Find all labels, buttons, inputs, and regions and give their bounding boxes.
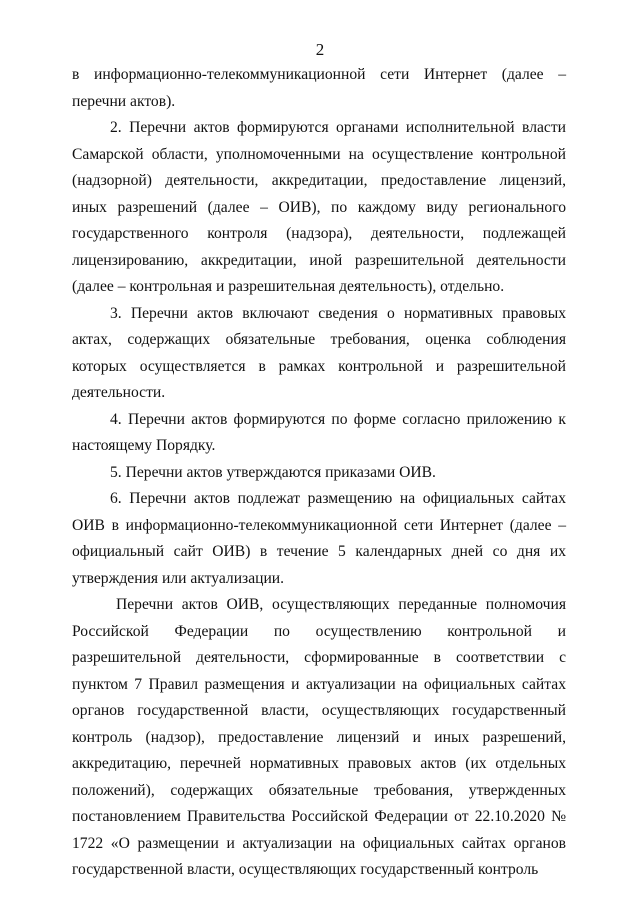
paragraph-item-5: 5. Перечни актов утверждаются приказами ОИВ. bbox=[110, 463, 436, 481]
document-body bbox=[72, 62, 566, 884]
page-number: 2 bbox=[315, 40, 325, 59]
paragraph-item-3: 3. Перечни актов включают сведения о нормативных правовых актах, содержащих обязательные требования, оценка соблюдения которых осуществляется в рамках контрольной и разрешительной деятельности. bbox=[72, 304, 566, 401]
paragraph-intro-tail: в информационно-телекоммуникационной сети Интернет (далее – перечни актов). bbox=[72, 66, 566, 110]
paragraph-item-2: 2. Перечни актов формируются органами исполнительной власти Самарской области, уполномоченными на осуществление контрольной (надзорной) деятельности, аккредитации, предоставление лицензий, иных разрешений (далее – ОИВ), по каждому виду регионального государственного контроля (надзора), деятельности, подлежащей лицензированию, аккредитации, иной разрешительной деятельности (далее – контрольная и разрешительная деятельность), отдельно. bbox=[72, 119, 566, 295]
paragraph-item-6: 6. Перечни актов подлежат размещению на официальных сайтах ОИВ в информационно-телекоммуникационной сети Интернет (далее – официальный сайт ОИВ) в течение 5 календарных дней со дня их утверждения или актуализации. bbox=[72, 490, 566, 587]
paragraph-item-4: 4. Перечни актов формируются по форме согласно приложению к настоящему Порядку. bbox=[72, 410, 566, 454]
paragraph-transferred-powers: Перечни актов ОИВ, осуществляющих переданные полномочия Российской Федерации по осуществлению контрольной и разрешительной деятельности, сформированные в соответствии с пунктом 7 Правил размещения и актуализации на официальных сайтах органов государственной власти, осуществляющих государственный контроль (надзор), предоставление лицензий и иных разрешений, аккредитацию, перечней нормативных правовых актов (их отдельных положений), содержащих обязательные требования, утвержденных постановлением Правительства Российской Федерации от 22.10.2020 № 1722 «О размещении и актуализации на официальных сайтах органов государственной власти, осуществляющих государственный контроль bbox=[72, 596, 566, 878]
